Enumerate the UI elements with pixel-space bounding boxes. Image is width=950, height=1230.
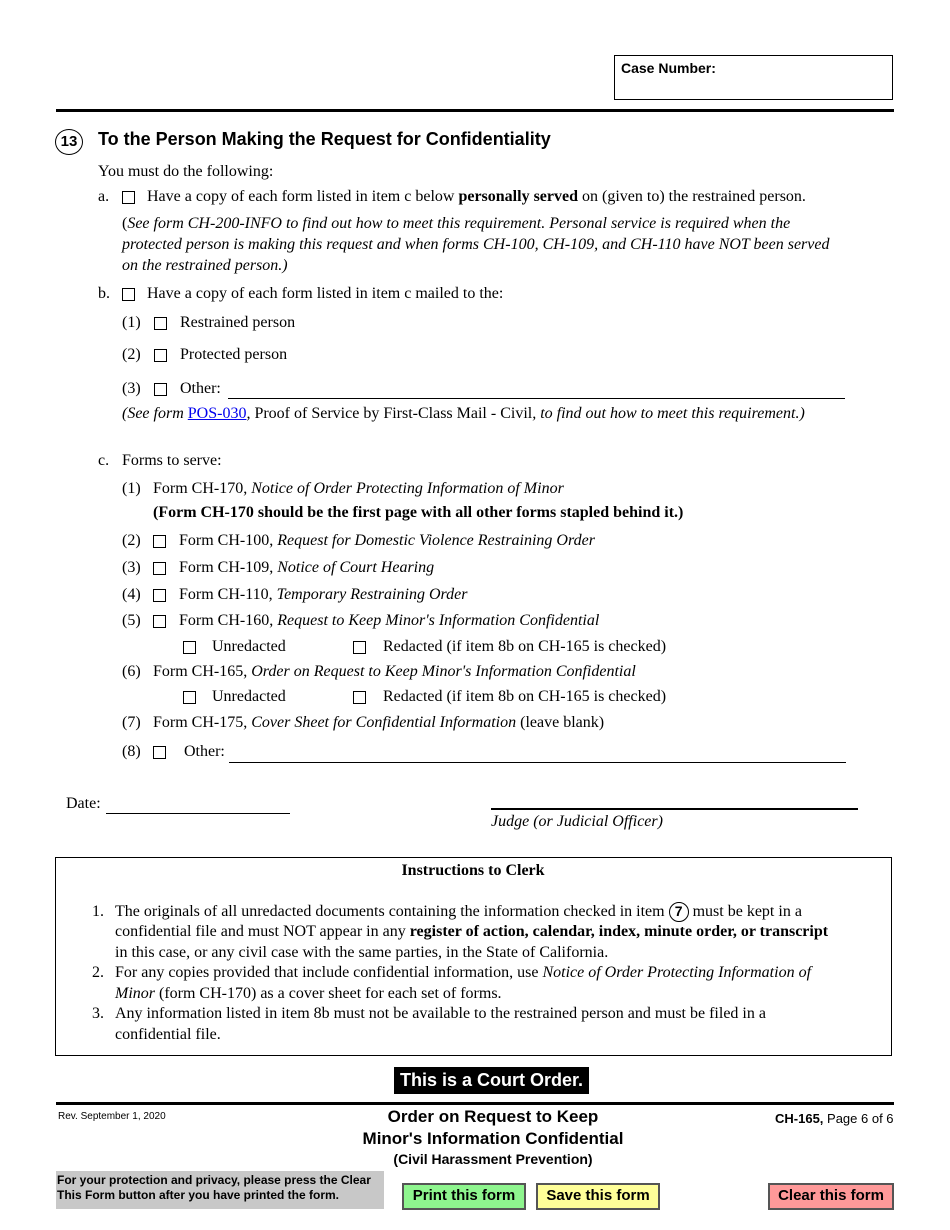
judge-signature-line[interactable] [491, 808, 858, 810]
clear-form-button[interactable]: Clear this form [768, 1183, 894, 1210]
item-c2-text [179, 531, 595, 551]
item-c5-text [179, 611, 599, 631]
judge-label: Judge (or Judicial Officer) [491, 813, 663, 830]
clerk-item2-line1 [115, 963, 811, 983]
item-c2-title: Request for Domestic Violence Restraining Order [277, 532, 595, 549]
form-page-info [775, 1110, 894, 1128]
case-number-label: Case Number: [621, 60, 716, 76]
clerk-item2-text-a: For any copies provided that include confidential information, use [115, 964, 543, 981]
item-a-note-line1 [122, 214, 790, 234]
item-c4-number: (4) [122, 586, 141, 603]
item-c1-form: Form CH-170, [153, 480, 252, 497]
item-number: 13 [60, 133, 78, 150]
item-c6-redacted-checkbox[interactable] [353, 691, 366, 704]
footer-title-line2: Minor's Information Confidential [362, 1129, 624, 1148]
item-c5-redacted-label: Redacted (if item 8b on CH-165 is checked) [383, 638, 667, 655]
item-c4-title: Temporary Restraining Order [276, 586, 468, 603]
item-c2-form: Form CH-100, [179, 532, 278, 549]
item-c4-checkbox[interactable] [153, 589, 166, 602]
clerk-item3-line1: Any information listed in item 8b must not be available to the restrained person and must be filed in a [115, 1005, 766, 1022]
privacy-notice [56, 1171, 384, 1209]
clerk-item1-line3: in this case, or any civil case with the same parties, in the State of California. [115, 944, 609, 961]
section-title: To the Person Making the Request for Confidentiality [98, 129, 551, 149]
item-b2-label: Protected person [180, 346, 288, 363]
item-b2-checkbox[interactable] [154, 349, 167, 362]
item-b-note-mid: Proof of Service by First-Class Mail - Civil [250, 405, 533, 422]
item-a-note-open: ( [122, 215, 128, 232]
item-c3-title: Notice of Court Hearing [277, 559, 435, 576]
item-c1-number: (1) [122, 480, 141, 497]
item-c2-checkbox[interactable] [153, 535, 166, 548]
item-c7-title: Cover Sheet for Confidential Information [251, 714, 517, 731]
section-intro: You must do the following: [98, 163, 274, 180]
clerk-item2-text-b: Notice of Order Protecting Information of [542, 964, 812, 981]
item-7-circle: 7 [669, 902, 689, 922]
item-b-text: Have a copy of each form listed in item c mailed to the: [147, 285, 504, 302]
clerk-item3-number: 3. [92, 1005, 104, 1022]
item-b-checkbox[interactable] [122, 288, 135, 301]
item-c5-number: (5) [122, 612, 141, 629]
item-c3-form: Form CH-109, [179, 559, 278, 576]
clerk-item1-text-a: The originals of all unredacted documents containing the information checked in item [115, 903, 669, 920]
pos-030-link[interactable]: POS-030 [187, 405, 247, 422]
item-b1-checkbox[interactable] [154, 317, 167, 330]
item-c5-redacted-checkbox[interactable] [353, 641, 366, 654]
item-b-note-suffix: , to find out how to meet this requirement.) [532, 405, 805, 422]
item-c6-form: Form CH-165, [153, 663, 252, 680]
clerk-title: Instructions to Clerk [401, 862, 545, 879]
clerk-item2-text-d: (form CH-170) as a cover sheet for each set of forms. [155, 985, 502, 1002]
item-a-text-after: on (given to) the restrained person. [578, 188, 806, 205]
item-c7-text [153, 713, 604, 733]
item-c5-unredacted-label: Unredacted [212, 638, 286, 655]
footer-title-line1: Order on Request to Keep [387, 1107, 599, 1126]
item-c6-text [153, 662, 636, 682]
item-b3-checkbox[interactable] [154, 383, 167, 396]
clerk-item1-text-bold: register of action, calendar, index, minute order, or transcript [409, 923, 829, 940]
item-c3-checkbox[interactable] [153, 562, 166, 575]
item-c1-title: Notice of Order Protecting Information of Minor [251, 480, 564, 497]
item-b-note-prefix: (See form [122, 405, 188, 422]
item-b-note-comma: , [246, 405, 251, 422]
item-c6-unredacted-label: Unredacted [212, 688, 286, 705]
item-b1-label: Restrained person [180, 314, 296, 331]
item-a-checkbox[interactable] [122, 191, 135, 204]
item-c3-number: (3) [122, 559, 141, 576]
item-b3-label: Other: [180, 380, 221, 397]
item-c7-suffix: (leave blank) [516, 714, 605, 731]
item-b1-number: (1) [122, 314, 141, 331]
item-c5-checkbox[interactable] [153, 615, 166, 628]
item-c-letter: c. [98, 452, 110, 469]
item-a-note-line2: protected person is making this request and when forms CH-100, CH-109, and CH-110 have NOT been served [122, 236, 830, 253]
item-c3-text [179, 558, 434, 578]
clerk-item1-text-c: confidential file and must NOT appear in any [115, 923, 410, 940]
item-c7-number: (7) [122, 714, 141, 731]
item-b3-number: (3) [122, 380, 141, 397]
item-b2-number: (2) [122, 346, 141, 363]
clerk-item2-number: 2. [92, 964, 104, 981]
item-a-letter: a. [98, 188, 110, 205]
clerk-item1-line1 [115, 902, 802, 922]
item-c6-number: (6) [122, 663, 141, 680]
item-a-text [147, 187, 806, 207]
item-b-letter: b. [98, 285, 110, 302]
item-c6-redacted-label: Redacted (if item 8b on CH-165 is checked) [383, 688, 667, 705]
item-c5-title: Request to Keep Minor's Information Confidential [277, 612, 600, 629]
item-c1-note: (Form CH-170 should be the first page with all other forms stapled behind it.) [153, 504, 684, 521]
clerk-item1-number: 1. [92, 903, 104, 920]
item-c7-form: Form CH-175, [153, 714, 252, 731]
item-a-text-before: Have a copy of each form listed in item c below [147, 188, 459, 205]
footer-subtitle: (Civil Harassment Prevention) [393, 1151, 593, 1167]
item-c8-label: Other: [184, 743, 225, 760]
item-a-text-bold: personally served [458, 188, 578, 205]
date-field[interactable] [106, 813, 290, 814]
save-form-button[interactable]: Save this form [536, 1183, 660, 1210]
privacy-notice-line1: For your protection and privacy, please press the Clear [57, 1173, 371, 1187]
revision-date: Rev. September 1, 2020 [58, 1111, 166, 1122]
item-number-circle [55, 129, 83, 155]
clerk-item2-text-c: Minor [115, 985, 155, 1002]
privacy-notice-line2: This Form button after you have printed the form. [57, 1188, 340, 1202]
clerk-item3-line2: confidential file. [115, 1026, 221, 1043]
item-c5-unredacted-checkbox[interactable] [183, 641, 196, 654]
item-c8-number: (8) [122, 743, 141, 760]
header-rule [56, 109, 894, 112]
item-c1-text [153, 479, 564, 499]
item-c4-form: Form CH-110, [179, 586, 277, 603]
item-c8-other-field[interactable] [229, 762, 846, 763]
item-b-note [122, 404, 805, 424]
case-number-box[interactable] [614, 55, 893, 100]
item-a-note-line3: on the restrained person.) [122, 257, 288, 274]
item-c-label: Forms to serve: [122, 452, 222, 469]
page-number: Page 6 of 6 [823, 1111, 894, 1126]
item-c6-title: Order on Request to Keep Minor's Information Confidential [251, 663, 636, 680]
clerk-item1-line2 [115, 922, 828, 942]
form-id: CH-165, [775, 1111, 824, 1126]
item-c4-text [179, 585, 467, 605]
footer-rule [56, 1102, 894, 1105]
clerk-item2-line2 [115, 984, 502, 1004]
item-c6-unredacted-checkbox[interactable] [183, 691, 196, 704]
item-b3-other-field[interactable] [228, 398, 845, 399]
clerk-item1-text-b: must be kept in a [688, 903, 802, 920]
item-c2-number: (2) [122, 532, 141, 549]
item-c8-checkbox[interactable] [153, 746, 166, 759]
item-c5-form: Form CH-160, [179, 612, 278, 629]
print-form-button[interactable]: Print this form [402, 1183, 526, 1210]
court-order-banner: This is a Court Order. [394, 1067, 589, 1094]
item-a-note-text1: See form CH-200-INFO to find out how to meet this requirement. Personal service is required when the [127, 215, 791, 232]
date-label: Date: [66, 795, 101, 812]
